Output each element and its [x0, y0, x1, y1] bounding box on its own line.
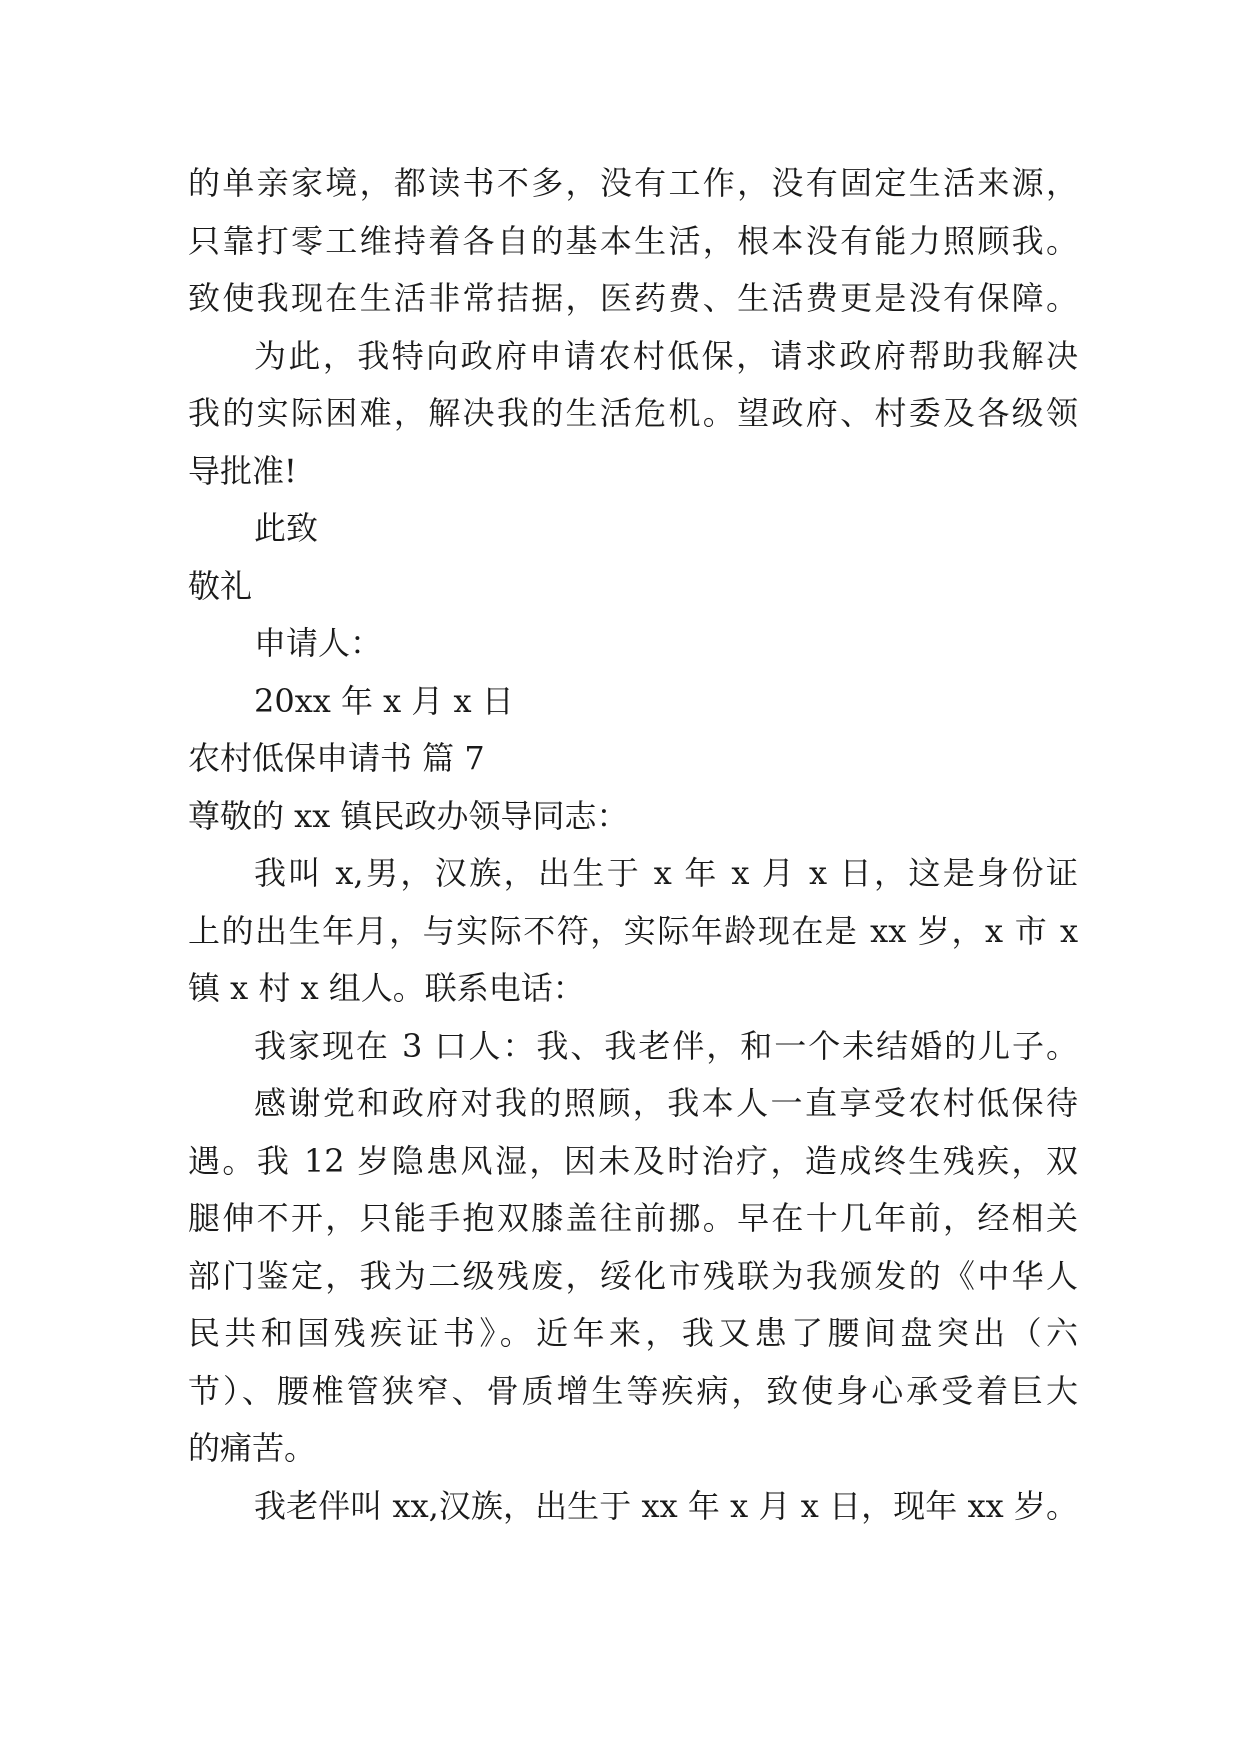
text-line: 遇。我 12 岁隐患风湿，因未及时治疗，造成终生残疾，双 [188, 1141, 1078, 1180]
text-line: 上的出生年月，与实际不符，实际年龄现在是 xx 岁，x 市 x [188, 911, 1078, 950]
paragraph-first-line: 我家现在 3 口人：我、我老伴，和一个未结婚的儿子。 [254, 1026, 1078, 1065]
closing-salutation: 此致 [254, 509, 319, 547]
text-line: 节）、腰椎管狭窄、骨质增生等疾病，致使身心承受着巨大 [188, 1371, 1078, 1410]
text-line: 民共和国残疾证书》。近年来，我又患了腰间盘突出（六 [188, 1314, 1078, 1352]
text-line: 我的实际困难，解决我的生活危机。望政府、村委及各级领 [188, 394, 1078, 432]
text-line: 腿伸不开，只能手抱双膝盖往前挪。早在十几年前，经相关 [188, 1199, 1078, 1237]
paragraph-first-line: 感谢党和政府对我的照顾，我本人一直享受农村低保待 [254, 1084, 1078, 1122]
text-line: 的痛苦。 [188, 1429, 317, 1467]
applicant-label: 申请人： [254, 624, 383, 662]
text-line: 致使我现在生活非常拮据，医药费、生活费更是没有保障。 [188, 279, 1078, 317]
text-line: 部门鉴定，我为二级残废，绥化市残联为我颁发的《中华人 [188, 1256, 1078, 1295]
text-line: 的单亲家境，都读书不多，没有工作，没有固定生活来源， [188, 164, 1078, 202]
letter-salutation: 尊敬的 xx 镇民政办领导同志： [188, 796, 629, 835]
text-line: 导批准! [188, 451, 297, 490]
paragraph-first-line: 为此，我特向政府申请农村低保，请求政府帮助我解决 [254, 336, 1078, 375]
text-line: 只靠打零工维持着各自的基本生活，根本没有能力照顾我。 [188, 221, 1078, 260]
closing-regards: 敬礼 [188, 566, 253, 605]
paragraph-first-line: 我老伴叫 xx,汉族，出生于 xx 年 x 月 x 日，现年 xx 岁。 [254, 1486, 1078, 1525]
text-line: 镇 x 村 x 组人。联系电话： [188, 969, 585, 1007]
date-line: 20xx 年 x 月 x 日 [254, 681, 514, 720]
section-heading: 农村低保申请书 篇 7 [188, 739, 485, 777]
paragraph-first-line: 我叫 x,男，汉族，出生于 x 年 x 月 x 日，这是身份证 [254, 854, 1078, 892]
document-body [188, 155, 1078, 1535]
